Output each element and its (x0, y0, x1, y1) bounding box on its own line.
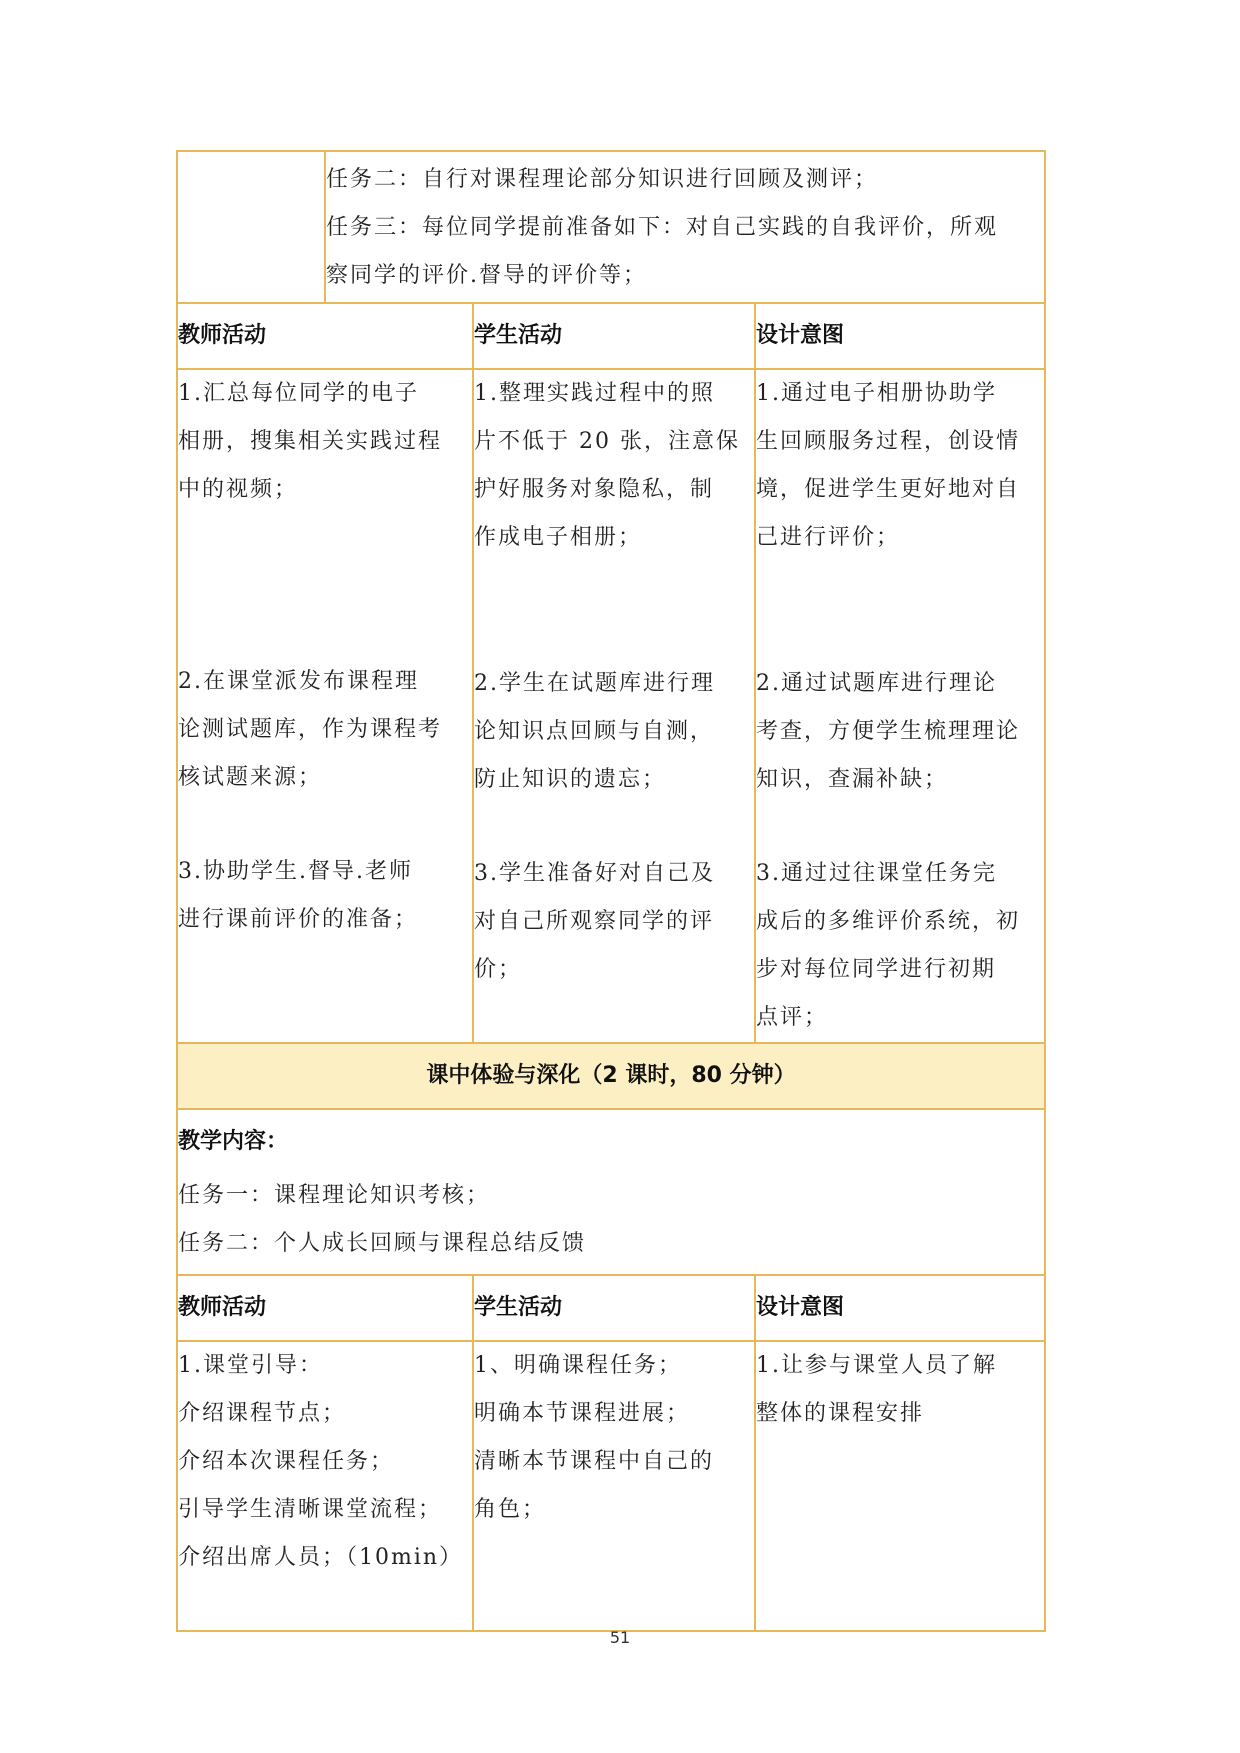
text-line: 价； (474, 957, 523, 982)
lesson-plan-table (176, 150, 1046, 1632)
design-intent-header: 设计意图 (755, 1275, 1045, 1341)
teaching-content-cell (177, 1109, 1045, 1275)
text-line: 核试题来源； (178, 765, 323, 790)
teacher-activity-header: 教师活动 (177, 1275, 473, 1341)
text-line: 介绍出席人员；（10min） (178, 1545, 464, 1570)
teaching-content-row (177, 1109, 1045, 1275)
text-line: 片不低于 20 张，注意保 (474, 429, 740, 454)
design-intent-cell (755, 1341, 1045, 1631)
text-line: 考查，方便学生梳理理论 (756, 719, 1021, 744)
header-row (177, 303, 1045, 369)
teacher-activity-header: 教师活动 (177, 303, 473, 369)
task-line: 任务二：个人成长回顾与课程总结反馈 (178, 1231, 587, 1256)
design-intent-header: 设计意图 (755, 303, 1045, 369)
text-line: 2.在课堂派发布课程理 (178, 669, 419, 694)
text-line: 3.协助学生.督导.老师 (178, 859, 413, 884)
text-line: 进行课前评价的准备； (178, 907, 419, 932)
student-activity-cell (473, 369, 755, 1043)
text-line: 防止知识的遗忘； (474, 767, 667, 792)
header-row (177, 1275, 1045, 1341)
text-line: 引导学生清晰课堂流程； (178, 1497, 443, 1522)
text-line: 1、明确课程任务； (474, 1353, 682, 1378)
text-line: 护好服务对象隐私，制 (474, 477, 715, 502)
task-continuation-row (177, 151, 1045, 303)
text-line: 知识，查漏补缺； (756, 767, 949, 792)
text-line: 境，促进学生更好地对自 (756, 477, 1021, 502)
text-line: 明确本节课程进展； (474, 1401, 691, 1426)
design-intent-cell (755, 369, 1045, 1043)
text-line: 2.学生在试题库进行理 (474, 671, 715, 696)
text-line: 相册，搜集相关实践过程 (178, 429, 443, 454)
empty-label-cell (177, 151, 325, 303)
text-line: 1.汇总每位同学的电子 (178, 381, 419, 406)
task-list-cell (325, 151, 1045, 303)
student-activity-cell (473, 1341, 755, 1631)
teaching-content-title: 教学内容： (178, 1129, 289, 1154)
text-line: 1.通过电子相册协助学 (756, 381, 997, 406)
task-line: 任务三：每位同学提前准备如下：对自己实践的自我评价，所观 (326, 215, 999, 240)
text-line: 己进行评价； (756, 525, 901, 550)
teacher-activity-cell (177, 1341, 473, 1631)
text-line: 步对每位同学进行初期 (756, 957, 997, 982)
section-banner-row (177, 1043, 1045, 1109)
text-line: 点评； (756, 1005, 829, 1030)
task-line: 察同学的评价.督导的评价等； (326, 263, 647, 288)
text-line: 2.通过试题库进行理论 (756, 671, 997, 696)
text-line: 介绍课程节点； (178, 1401, 347, 1426)
in-class-activities-row (177, 1341, 1045, 1631)
in-class-section-title: 课中体验与深化（2 课时，80 分钟） (177, 1043, 1045, 1109)
task-line: 任务一：课程理论知识考核； (178, 1183, 491, 1208)
text-line: 角色； (474, 1497, 547, 1522)
text-line: 1.整理实践过程中的照 (474, 381, 715, 406)
text-line: 1.课堂引导： (178, 1353, 323, 1378)
text-line: 介绍本次课程任务； (178, 1449, 395, 1474)
text-line: 成后的多维评价系统，初 (756, 909, 1021, 934)
task-line: 任务二：自行对课程理论部分知识进行回顾及测评； (326, 167, 879, 192)
pre-class-activities-row (177, 369, 1045, 1043)
text-line: 论测试题库，作为课程考 (178, 717, 443, 742)
teacher-activity-cell (177, 369, 473, 1043)
text-line: 生回顾服务过程，创设情 (756, 429, 1021, 454)
text-line: 作成电子相册； (474, 525, 643, 550)
text-line: 1.让参与课堂人员了解 (756, 1353, 997, 1378)
text-line: 3.学生准备好对自己及 (474, 861, 715, 886)
text-line: 对自己所观察同学的评 (474, 909, 715, 934)
text-line: 中的视频； (178, 477, 299, 502)
student-activity-header: 学生活动 (473, 1275, 755, 1341)
text-line: 清晰本节课程中自己的 (474, 1449, 715, 1474)
page-number: 51 (609, 1628, 631, 1647)
text-line: 整体的课程安排 (756, 1401, 925, 1426)
text-line: 3.通过过往课堂任务完 (756, 861, 997, 886)
text-line: 论知识点回顾与自测， (474, 719, 715, 744)
student-activity-header: 学生活动 (473, 303, 755, 369)
